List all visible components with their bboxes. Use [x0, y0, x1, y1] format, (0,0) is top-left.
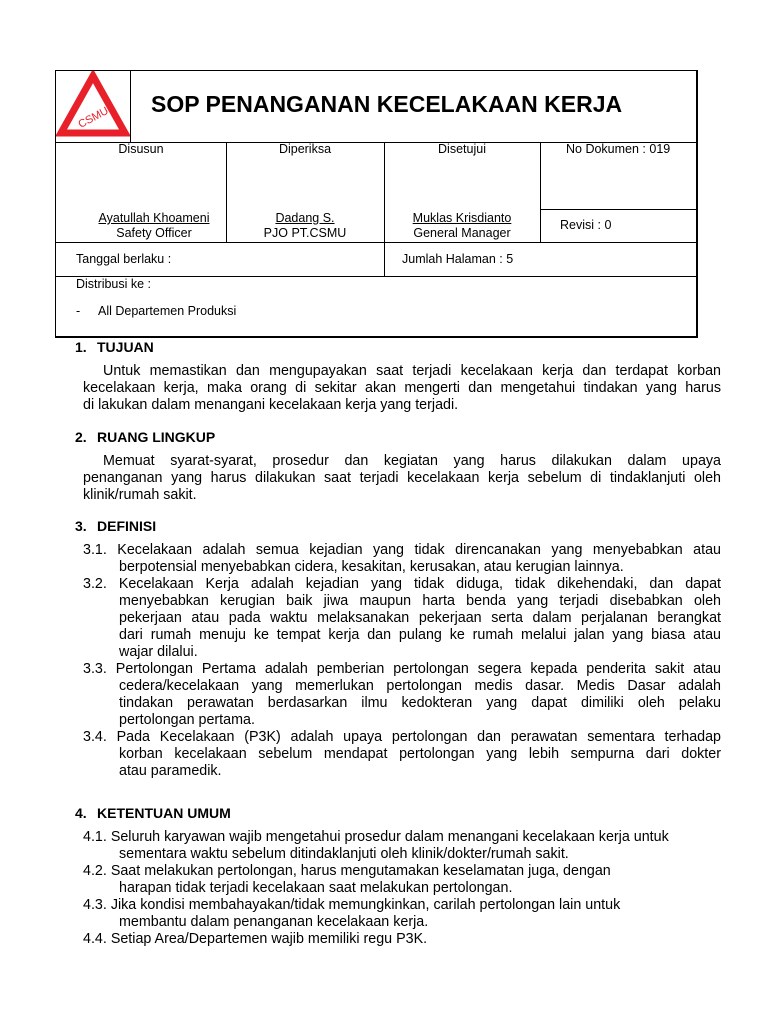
- list-item: [83, 729, 721, 780]
- text-line: klinik/rumah sakit.: [83, 487, 197, 503]
- text-line: 3.3. Pertolongan Pertama adalah pemberian pertolongan segera kepada penderita sakit atau: [83, 661, 721, 677]
- text-line: harapan tidak terjadi kecelakaan saat melakukan pertolongan.: [119, 880, 513, 896]
- compiler-role: Safety Officer: [116, 226, 192, 240]
- section-title: KETENTUAN UMUM: [97, 805, 231, 821]
- page-count: Jumlah Halaman : 5: [402, 252, 514, 266]
- revision: Revisi : 0: [560, 218, 612, 232]
- logo-text: CSMU: [76, 104, 111, 131]
- document-title: SOP PENANGANAN KECELAKAAN KERJA: [151, 91, 623, 117]
- text-line: 4.4. Setiap Area/Departemen wajib memiliki regu P3K.: [83, 931, 428, 947]
- text-line: 3.2. Kecelakaan Kerja adalah kejadian yang tidak diduga, tidak dikehendaki, dan dapat: [83, 576, 721, 592]
- compiler-name: Ayatullah Khoameni: [98, 211, 210, 225]
- reviewer-name: Dadang S.: [275, 211, 335, 225]
- text-line: cedera/kecelakaan yang memerlukan pertolongan medis dasar. Medis Dasar adalah: [119, 678, 721, 694]
- text-line: atau paramedik.: [119, 763, 222, 779]
- section-number: 3.: [75, 518, 87, 534]
- list-item: [83, 661, 721, 729]
- text-line: sementara waktu sebelum ditindaklanjuti oleh klinik/dokter/rumah sakit.: [119, 846, 569, 862]
- row-divider: [540, 209, 696, 210]
- text-line: 4.2. Saat melakukan pertolongan, harus mengutamakan keselamatan juga, dengan: [83, 863, 611, 879]
- text-line: wajar dilalui.: [119, 644, 198, 660]
- text-line: berpotensial menyebabkan cidera, kesakitan, kerusakan, atau kerugian lainnya.: [119, 559, 624, 575]
- text-line: dari rumah menuju ke tempat kerja dan pulang ke rumah melalui jalan yang biasa atau: [119, 627, 721, 643]
- col-divider: [540, 142, 541, 242]
- text-line: tindakan perawatan berdasarkan ilmu kedokteran yang dapat dimiliki oleh pelaku: [119, 695, 721, 711]
- document-number: No Dokumen : 019: [566, 142, 671, 156]
- section-number: 1.: [75, 339, 87, 355]
- text-line: Memuat syarat-syarat, prosedur dan kegiatan yang harus dilakukan dalam upaya: [103, 453, 721, 469]
- section-number: 2.: [75, 429, 87, 445]
- text-line: 4.3. Jika kondisi membahayakan/tidak memungkinkan, carilah pertolongan lain untuk: [83, 897, 621, 913]
- list-item: [83, 576, 721, 661]
- disetujui-label: Disetujui: [438, 142, 486, 156]
- list-item: [83, 542, 721, 576]
- text-line: kecelakaan kerja, maka orang di sekitar akan mengerti dan mengetahui tindakan yang harus: [83, 380, 721, 396]
- row-divider: [56, 276, 696, 277]
- triangle-logo-icon: [56, 71, 130, 143]
- effective-date: Tanggal berlaku :: [76, 252, 172, 266]
- distribution-dash: -: [76, 304, 81, 318]
- section-heading-ketentuan-umum: [75, 805, 231, 821]
- approver-role: General Manager: [413, 226, 511, 240]
- approver-name: Muklas Krisdianto: [412, 211, 512, 225]
- section-number: 4.: [75, 805, 87, 821]
- col-divider: [384, 142, 385, 276]
- section-heading-tujuan: [75, 339, 154, 355]
- text-line: membantu dalam penanganan kecelakaan kerja.: [119, 914, 429, 930]
- text-line: pertolongan pertama.: [119, 712, 255, 728]
- list-item: [83, 897, 721, 931]
- row-divider: [56, 242, 696, 243]
- ketentuan-umum-list: [83, 829, 721, 948]
- diperiksa-label: Diperiksa: [278, 142, 332, 156]
- disusun-label: Disusun: [118, 142, 164, 156]
- section-title: DEFINISI: [97, 518, 157, 534]
- section-title: TUJUAN: [97, 339, 154, 355]
- text-line: menyebabkan kerugian baik jiwa maupun harta benda yang terjadi disebabkan oleh: [119, 593, 721, 609]
- text-line: 4.1. Seluruh karyawan wajib mengetahui prosedur dalam menangani kecelakaan kerja untuk: [83, 829, 669, 845]
- company-logo: [56, 71, 131, 143]
- ruang-lingkup-paragraph: [83, 453, 721, 504]
- section-heading-ruang-lingkup: [75, 429, 215, 445]
- section-heading-definisi: [75, 518, 156, 534]
- section-title: RUANG LINGKUP: [97, 429, 216, 445]
- distribution-item: All Departemen Produksi: [98, 304, 237, 318]
- list-item: [83, 829, 721, 863]
- text-line: di lakukan dalam menangani kecelakaan kerja yang terjadi.: [83, 397, 459, 413]
- distribution-label: Distribusi ke :: [76, 277, 152, 291]
- text-line: Untuk memastikan dan mengupayakan saat terjadi kecelakaan kerja dan terdapat korban: [103, 363, 721, 379]
- header-table: [55, 70, 698, 338]
- text-line: 3.4. Pada Kecelakaan (P3K) adalah upaya pertolongan dan perawatan sementara terhadap: [83, 729, 721, 745]
- definisi-list: [83, 542, 721, 780]
- list-item: [83, 931, 721, 948]
- text-line: korban kecelakaan sebelum mendapat pertolongan yang lebih sempurna dari dokter: [119, 746, 721, 762]
- text-line: 3.1. Kecelakaan adalah semua kejadian yang tidak direncanakan yang menyebabkan atau: [83, 542, 721, 558]
- text-line: penanganan yang harus dilakukan saat terjadi kecelakaan kerja sebelum di tindaklanjuti oleh: [83, 470, 721, 486]
- tujuan-paragraph: [83, 363, 721, 414]
- list-item: [83, 863, 721, 897]
- reviewer-role: PJO PT.CSMU: [263, 226, 347, 240]
- text-line: pekerjaan atau pada waktu melaksanakan pekerjaan serta dalam perjalanan berangkat: [119, 610, 721, 626]
